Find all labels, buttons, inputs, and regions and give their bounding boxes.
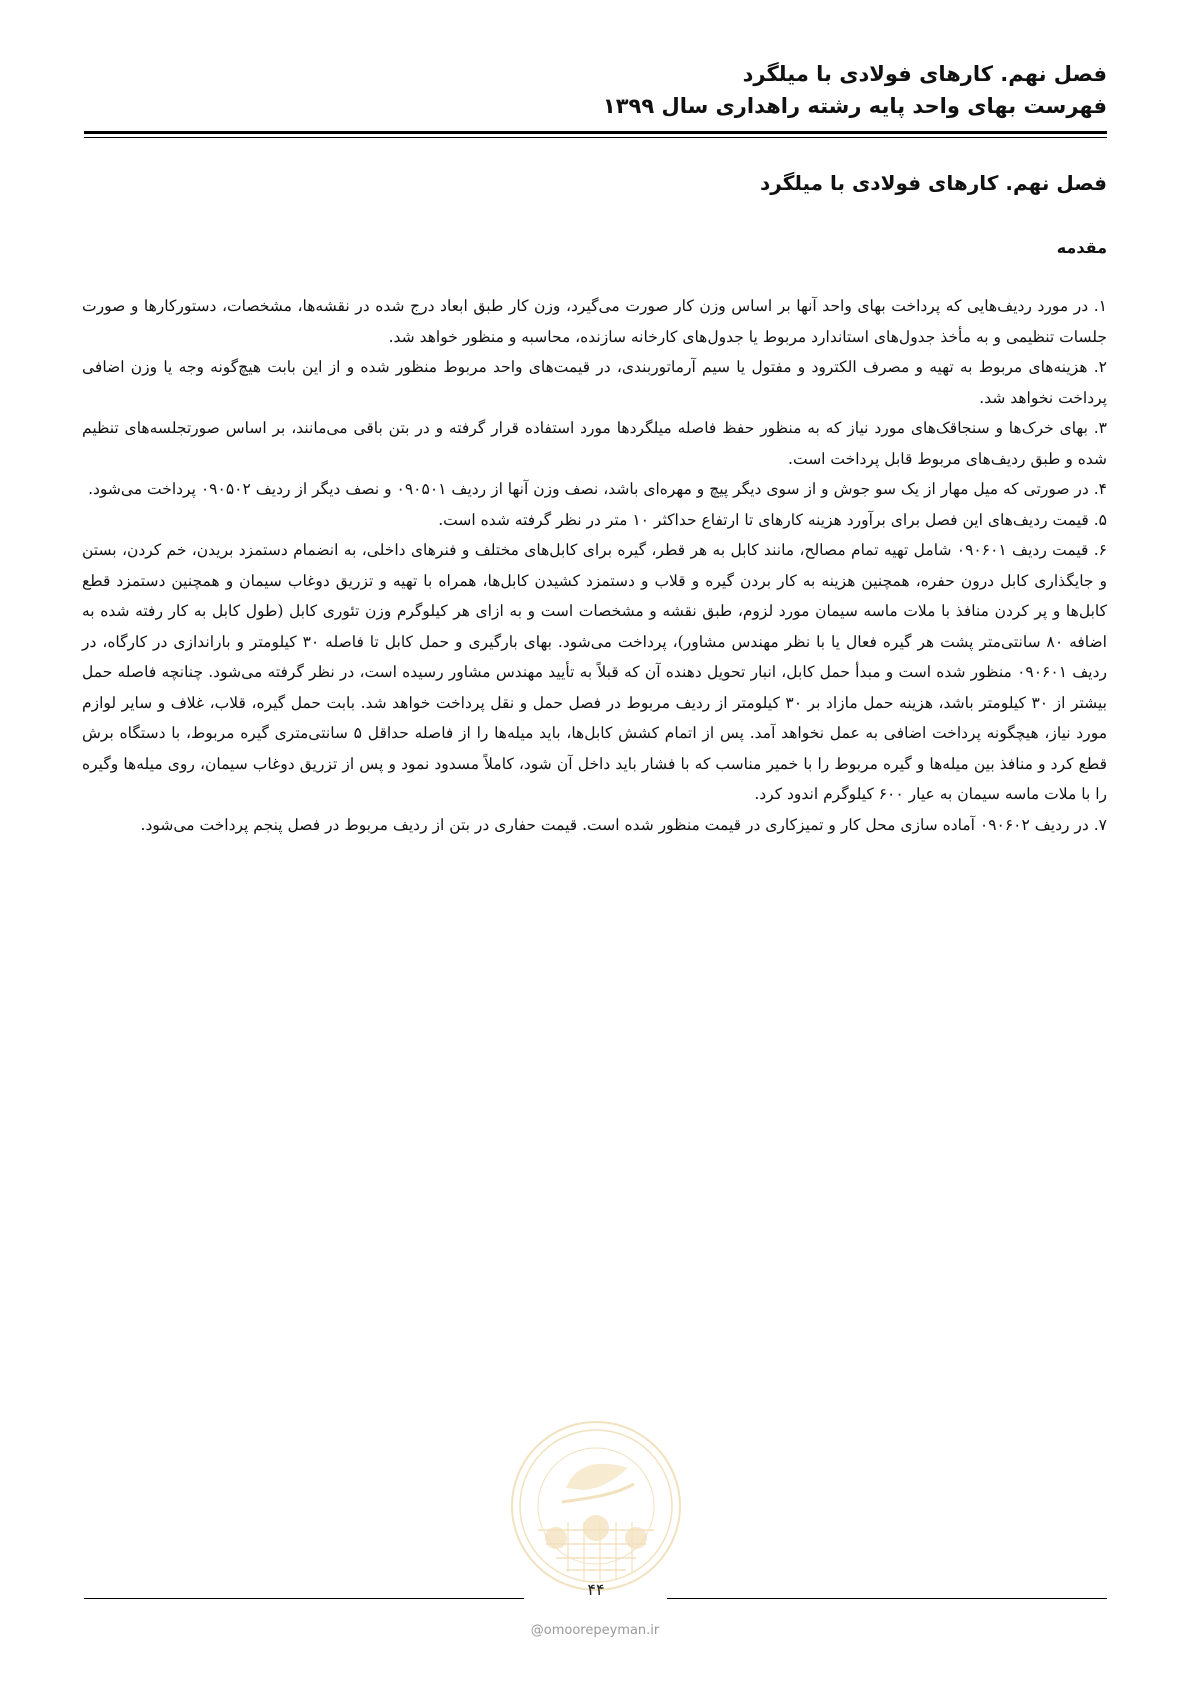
header-chapter-line: فصل نهم. کارهای فولادی با میلگرد — [742, 62, 1107, 86]
paragraph-2: ۲. هزینه‌های مربوط به تهیه و مصرف الکترود و مفتول یا سیم آرماتوربندی، در قیمت‌های واحد مربوط منظور شده و از این بابت هیچ‌گونه وجه یا وزن اضافی پرداخت نخواهد شد. — [82, 358, 1107, 407]
watermark-seal-icon — [508, 1418, 684, 1594]
page-header — [77, 58, 1107, 122]
header-rule-thick — [84, 131, 1107, 134]
footer-rule-left — [84, 1598, 524, 1599]
paragraph-6: ۶. قیمت ردیف ۰۹۰۶۰۱ شامل تهیه تمام مصالح، مانند کابل به هر قطر، گیره برای کابل‌های مختلف و فنرهای داخلی، به انضمام دستمزد بریدن، خم کردن، بستن و جایگذاری کابل درون حفره، همچنین هزینه به کار بردن گیره و قلاب و دستمزد کشیدن کابل‌ها، همراه با تهیه و تزریق دوغاب سیمان و همچنین دستمزد قطع کابل‌ها و پر کردن منافذ با ملات ماسه سیمان مورد لزوم، طبق نقشه و مشخصات است و به ازای هر کیلوگرم وزن تئوری کابل (طول کابل به کار رفته شده به اضافه ۸۰ سانتی‌متر پشت هر گیره فعال یا با نظر مهندس مشاور)، پرداخت می‌شود. بهای بارگیری و حمل کابل تا فاصله ۳۰ کیلومتر و باراندازی در کارگاه، در ردیف ۰۹۰۶۰۱ منظور شده است و مبدأ حمل کابل، انبار تحویل دهنده آن که قبلاً به تأیید مهندس مشاور رسیده است، در نظر گرفته می‌شود. چنانچه فاصله حمل بیشتر از ۳۰ کیلومتر باشد، هزینه حمل مازاد بر ۳۰ کیلومتر از ردیف مربوط در فصل حمل و نقل پرداخت خواهد شد. بابت حمل گیره، قلاب، غلاف و سایر لوازم مورد نیاز، هیچگونه پرداخت اضافی به عمل نخواهد آمد. پس از اتمام کشش کابل‌ها، باید میله‌ها را از فاصله حداقل ۵ سانتی‌متری گیره مربوط، با دستگاه برش قطع کرد و منافذ بین میله‌ها و گیره مربوط را با خمیر مناسب که با فشار باید داخل آن شود، کاملاً مسدود نمود و پس از تزریق دوغاب سیمان، روی میله‌ها وگیره را با ملات ماسه سیمان به عیار ۶۰۰ کیلوگرم اندود کرد. — [82, 541, 1108, 803]
chapter-title: فصل نهم. کارهای فولادی با میلگرد — [759, 171, 1107, 195]
paragraph-4: ۴. در صورتی که میل مهار از یک سو جوش و از سوی دیگر پیچ و مهره‌ای باشد، نصف وزن آنها از ردیف ۰۹۰۵۰۱ و نصف دیگر از ردیف ۰۹۰۵۰۲ پرداخت می‌شود. — [88, 480, 1107, 498]
header-catalog-line: فهرست بهای واحد پایه رشته راهداری سال ۱۳۹۹ — [602, 94, 1107, 118]
page-number: ۴۴ — [587, 1580, 605, 1599]
header-rule-thin — [84, 137, 1107, 138]
body-text — [82, 291, 1107, 840]
section-title: مقدمه — [1056, 238, 1107, 257]
footer-rule-right — [667, 1598, 1107, 1599]
site-url: @omoorepeyman.ir — [530, 1623, 660, 1638]
paragraph-5: ۵. قیمت ردیف‌های این فصل برای برآورد هزینه کارهای تا ارتفاع حداکثر ۱۰ متر در نظر گرفته شده است. — [438, 510, 1107, 529]
paragraph-3: ۳. بهای خرک‌ها و سنجاقک‌های مورد نیاز که به منظور حفظ فاصله میلگردها مورد استفاده قرار گرفته و در بتن باقی می‌مانند، بر اساس صورتجلسه‌های تنظیم شده و طبق ردیف‌های مربوط قابل پرداخت است. — [82, 419, 1107, 468]
paragraph-7: ۷. در ردیف ۰۹۰۶۰۲ آماده سازی محل کار و تمیزکاری در قیمت منظور شده است. قیمت حفاری در بتن از ردیف مربوط در فصل پنجم پرداخت می‌شود. — [140, 815, 1107, 834]
paragraph-1: ۱. در مورد ردیف‌هایی که پرداخت بهای واحد آنها بر اساس وزن کار صورت می‌گیرد، وزن کار طبق ابعاد درج شده در نقشه‌ها، مشخصات، دستورکارها و صورت جلسات تنظیمی و به مأخذ جدول‌های استاندارد مربوط یا جدول‌های کارخانه سازنده، محاسبه و منظور خواهد شد. — [82, 297, 1107, 346]
